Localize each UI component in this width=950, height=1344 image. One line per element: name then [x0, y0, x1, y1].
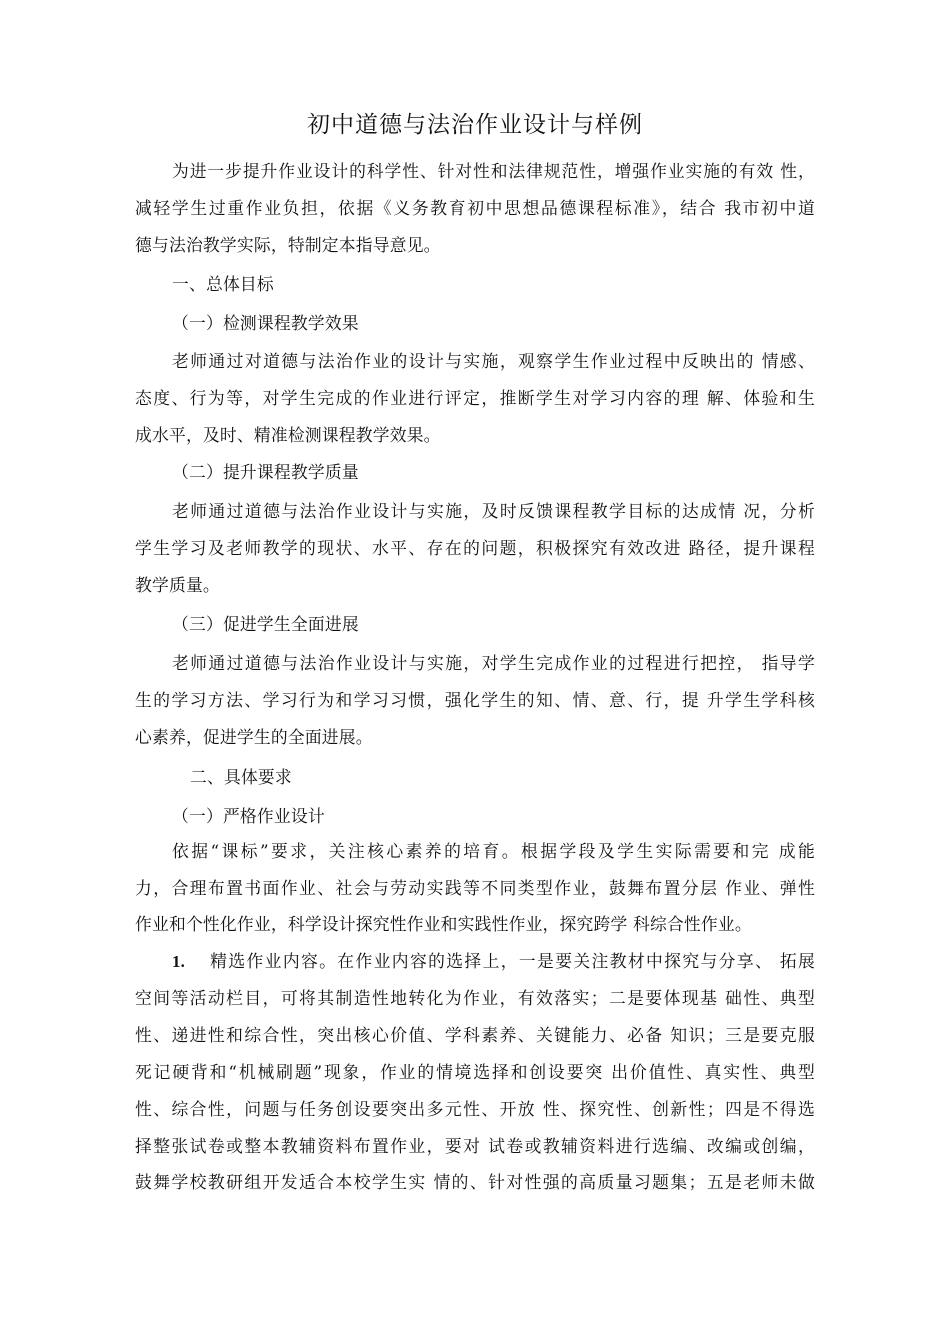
paragraph-line: 老师通过道德与法治作业设计与实施，及时反馈课程教学目标的达成情 况，分析 — [172, 501, 815, 521]
paragraph-line: 心素养，促进学生的全面进展。 — [135, 727, 373, 747]
section-1-sub-3-heading: （三）促进学生全面进展 — [172, 614, 359, 634]
paragraph-line: 依据“课标”要求，关注核心素养的培育。根据学段及学生实际需要和完 成能 — [172, 841, 815, 861]
section-1-sub-1-heading: （一）检测课程教学效果 — [172, 313, 359, 333]
paragraph-line: 教学质量。 — [135, 575, 220, 595]
paragraph-line: 成水平，及时、精准检测课程教学效果。 — [135, 425, 441, 445]
numbered-item-1-first-line — [172, 950, 815, 973]
intro-line-2: 减轻学生过重作业负担，依据《义务教育初中思想品德课程标准》，结合 我市初中道 — [135, 198, 815, 218]
paragraph-line: 鼓舞学校教研组开发适合本校学生实 情的、针对性强的高质量习题集；五是老师未做 — [135, 1172, 815, 1192]
section-1-sub-2-heading: （二）提升课程教学质量 — [172, 462, 359, 482]
paragraph-line: 力，合理布置书面作业、社会与劳动实践等不同类型作业，鼓舞布置分层 作业、弹性 — [135, 878, 815, 898]
paragraph-line: 生的学习方法、学习行为和学习习惯，强化学生的知、情、意、行，提 升学生学科核 — [135, 690, 815, 710]
section-1-heading: 一、总体目标 — [172, 274, 274, 294]
paragraph-line: 老师通过道德与法治作业设计与实施，对学生完成作业的过程进行把控， 指导学 — [172, 653, 815, 673]
paragraph-line: 学生学习及老师教学的现状、水平、存在的问题，积极探究有效改进 路径，提升课程 — [135, 538, 815, 558]
intro-line-3: 德与法治教学实际，特制定本指导意见。 — [135, 235, 441, 255]
intro-line-1: 为进一步提升作业设计的科学性、针对性和法律规范性，增强作业实施的有效 性， — [172, 161, 815, 181]
paragraph-line: 作业和个性化作业，科学设计探究性作业和实践性作业，探究跨学 科综合性作业。 — [135, 914, 752, 934]
item-text: 精选作业内容。在作业内容的选择上，一是要关注教材中探究与分享、 拓展 — [209, 951, 815, 971]
paragraph-line: 性、递进性和综合性，突出核心价值、学科素养、关键能力、必备 知识；三是要克服 — [135, 1025, 815, 1045]
paragraph-line: 择整张试卷或整本教辅资料布置作业，要对 试卷或教辅资料进行选编、改编或创编， — [135, 1136, 815, 1156]
paragraph-line: 老师通过对道德与法治作业的设计与实施，观察学生作业过程中反映出的 情感、 — [172, 351, 815, 371]
paragraph-line: 死记硬背和“机械刷题”现象，作业的情境选择和创设要突 出价值性、真实性、典型 — [135, 1062, 815, 1082]
item-number: 1. — [172, 952, 185, 971]
paragraph-line: 性、综合性，问题与任务创设要突出多元性、开放 性、探究性、创新性；四是不得选 — [135, 1099, 815, 1119]
paragraph-line: 空间等活动栏目，可将其制造性地转化为作业，有效落实；二是要体现基 础性、典型 — [135, 988, 815, 1008]
section-2-heading: 二、具体要求 — [190, 767, 292, 787]
paragraph-line: 态度、行为等，对学生完成的作业进行评定，推断学生对学习内容的理 解、体验和生 — [135, 388, 815, 408]
section-2-sub-1-heading: （一）严格作业设计 — [172, 806, 325, 826]
document-title: 初中道德与法治作业设计与样例 — [307, 112, 643, 138]
